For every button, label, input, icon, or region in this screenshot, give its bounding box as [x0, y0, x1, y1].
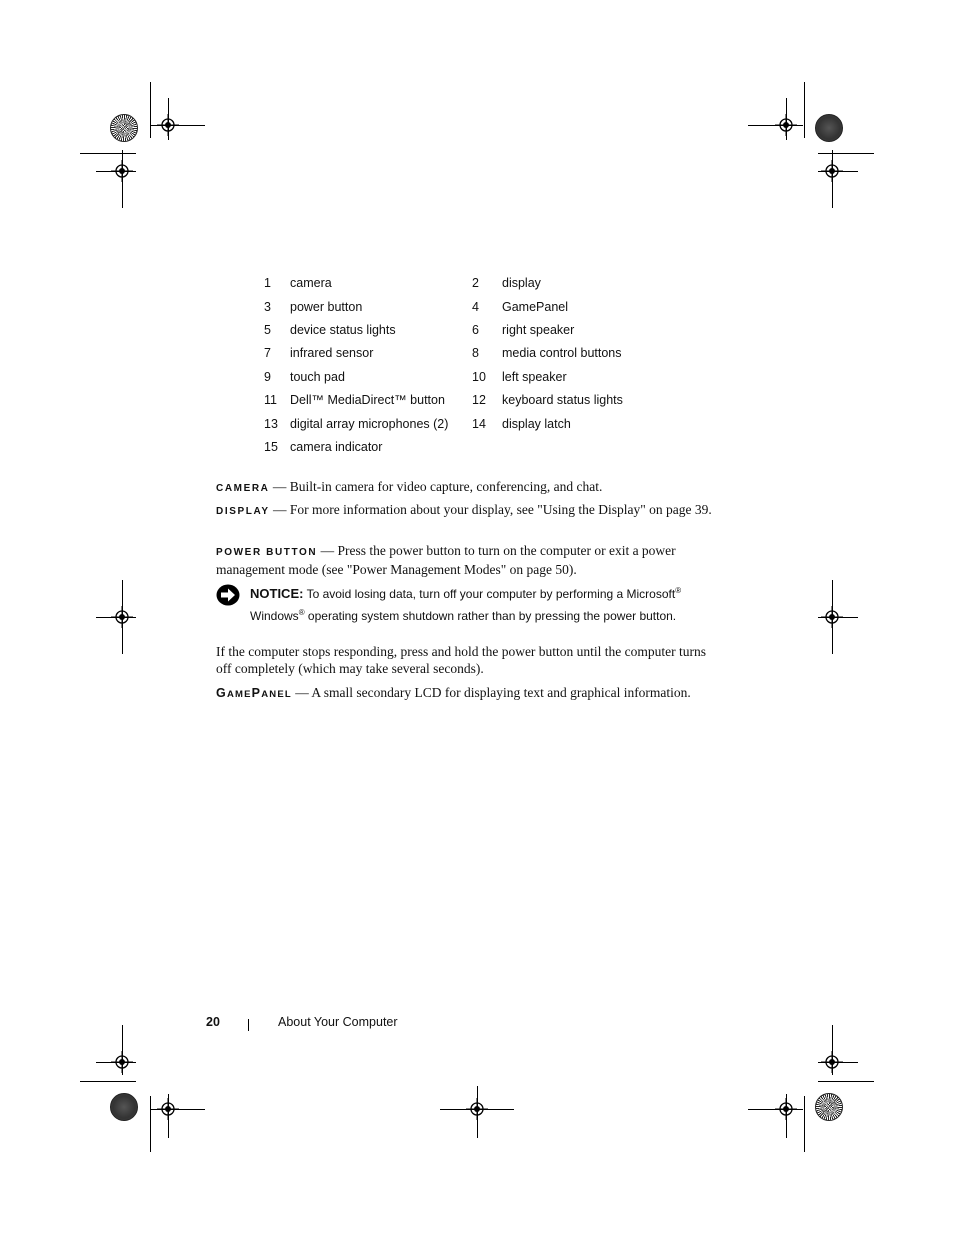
- gamepanel-description: [216, 684, 736, 703]
- part-number: 2: [472, 276, 479, 290]
- crop-line: [122, 1025, 123, 1075]
- part-number: 11: [264, 393, 277, 407]
- em-dash: —: [317, 543, 338, 558]
- notice-body: Windows: [250, 608, 299, 623]
- part-number: 5: [264, 323, 271, 337]
- crop-line: [150, 1096, 151, 1152]
- part-number: 6: [472, 323, 479, 337]
- crop-line: [80, 1081, 136, 1082]
- term-letter: P: [251, 686, 262, 700]
- part-number: 12: [472, 393, 486, 407]
- notice-label: NOTICE:: [250, 586, 304, 601]
- description-text: A small secondary LCD for displaying text and graphical information.: [311, 685, 691, 700]
- term-letter: G: [216, 686, 227, 700]
- color-rose-top-right-icon: [815, 114, 843, 142]
- term-letters: ANEL: [261, 689, 292, 700]
- crop-line: [818, 1081, 874, 1082]
- crop-line: [80, 153, 136, 154]
- crop-line: [786, 1094, 787, 1138]
- description-text: Press the power button to turn on the computer or exit a power management mode (see "Power Management Modes" on page 50).: [216, 543, 676, 577]
- part-number: 13: [264, 417, 278, 431]
- notice-arrow-icon: [216, 584, 240, 606]
- em-dash: —: [269, 502, 290, 517]
- part-label: display latch: [502, 417, 571, 431]
- em-dash: —: [269, 479, 290, 494]
- color-rose-top-left-icon: [110, 114, 138, 142]
- part-label: media control buttons: [502, 346, 622, 360]
- crop-line: [168, 98, 169, 140]
- term-camera: CAMERA: [216, 483, 270, 494]
- description-text: For more information about your display, see "Using the Display" on page 39.: [289, 502, 712, 517]
- camera-description: [216, 478, 716, 497]
- part-number: 3: [264, 300, 271, 314]
- part-label: touch pad: [290, 370, 345, 384]
- part-number: 8: [472, 346, 479, 360]
- crop-line: [122, 150, 123, 208]
- crop-line: [832, 1025, 833, 1075]
- em-dash: —: [291, 685, 312, 700]
- term-power-button: POWER BUTTON: [216, 547, 318, 558]
- part-label: left speaker: [502, 370, 567, 384]
- crop-line: [818, 617, 858, 618]
- part-label: camera: [290, 276, 332, 290]
- registered-mark: ®: [675, 586, 682, 595]
- part-label: display: [502, 276, 541, 290]
- crop-line: [818, 171, 858, 172]
- crop-line: [96, 171, 136, 172]
- part-number: 14: [472, 417, 486, 431]
- notice-body: To avoid losing data, turn off your computer by performing a Microsoft: [303, 587, 676, 601]
- crop-line: [150, 82, 151, 138]
- color-rose-bottom-right-icon: [815, 1093, 843, 1121]
- footer-separator: [248, 1019, 249, 1031]
- display-description: [216, 501, 716, 520]
- part-number: 4: [472, 300, 479, 314]
- crop-line: [477, 1086, 478, 1138]
- part-label: device status lights: [290, 323, 396, 337]
- crop-line: [150, 1109, 205, 1110]
- crop-line: [804, 1096, 805, 1152]
- crop-line: [832, 150, 833, 208]
- registered-mark: ®: [298, 607, 305, 617]
- description-text: Built-in camera for video capture, conferencing, and chat.: [289, 479, 603, 494]
- part-label: right speaker: [502, 323, 575, 337]
- crop-line: [96, 617, 136, 618]
- term-display: DISPLAY: [216, 506, 270, 517]
- crop-line: [748, 1109, 803, 1110]
- section-title: About Your Computer: [278, 1015, 398, 1029]
- power-followup-paragraph: If the computer stops responding, press and hold the power button until the computer turns off completely (which may take several seconds).: [216, 644, 707, 676]
- part-label: camera indicator: [290, 440, 383, 454]
- part-label: infrared sensor: [290, 346, 374, 360]
- part-number: 1: [264, 276, 271, 290]
- term-letters: AME: [226, 689, 252, 700]
- crop-line: [818, 153, 874, 154]
- part-number: 9: [264, 370, 271, 384]
- part-label: Dell™ MediaDirect™ button: [290, 393, 445, 407]
- part-number: 15: [264, 440, 278, 454]
- part-label: digital array microphones (2): [290, 417, 449, 431]
- color-rose-bottom-left-icon: [110, 1093, 138, 1121]
- crop-line: [818, 1062, 858, 1063]
- part-number: 10: [472, 370, 486, 384]
- term-gamepanel: [216, 685, 292, 700]
- part-label: power button: [290, 300, 363, 314]
- part-label: GamePanel: [502, 300, 569, 314]
- notice-text: [250, 582, 716, 625]
- part-number: 7: [264, 346, 271, 360]
- part-label: keyboard status lights: [502, 393, 623, 407]
- crop-line: [804, 82, 805, 138]
- power-button-description: [216, 542, 716, 578]
- crop-line: [786, 98, 787, 140]
- crop-line: [168, 1094, 169, 1138]
- crop-line: [440, 1109, 514, 1110]
- page-number: 20: [206, 1015, 220, 1029]
- notice-body: operating system shutdown rather than by pressing the power button.: [304, 608, 677, 623]
- crop-line: [96, 1062, 136, 1063]
